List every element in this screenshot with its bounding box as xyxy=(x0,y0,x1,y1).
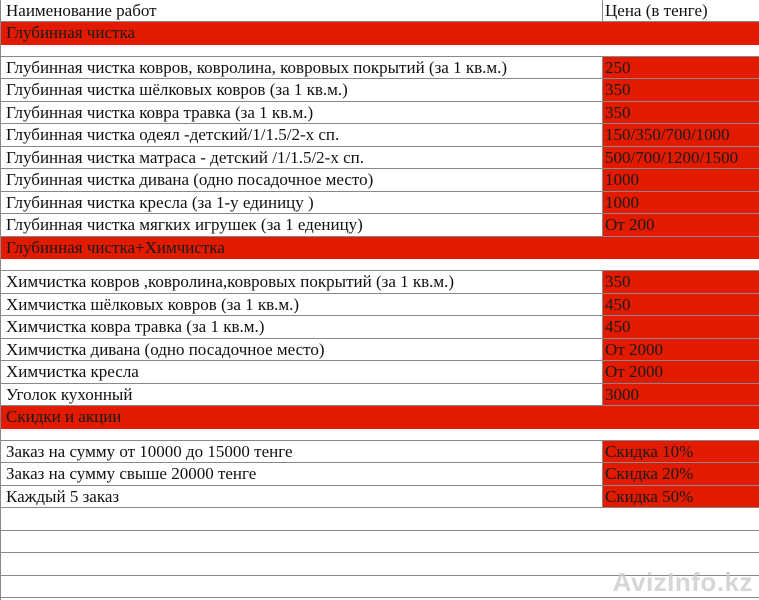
service-price-cell: 450 xyxy=(603,316,759,338)
empty-cell xyxy=(0,531,603,553)
service-price-cell: От 2000 xyxy=(603,361,759,383)
table-row xyxy=(0,463,759,486)
service-name-cell: Химчистка шёлковых ковров (за 1 кв.м.) xyxy=(0,294,603,316)
service-price-cell: 150/350/700/1000 xyxy=(603,124,759,146)
service-name-cell: Заказ на сумму свыше 20000 тенге xyxy=(0,463,603,485)
service-name-cell: Глубинная чистка одеял -детский/1/1.5/2-х сп. xyxy=(0,124,603,146)
table-row xyxy=(0,192,759,215)
table-row xyxy=(0,316,759,339)
service-name-cell: Глубинная чистка мягких игрушек (за 1 еденицу) xyxy=(0,214,603,236)
table-row xyxy=(0,169,759,192)
table-row xyxy=(0,102,759,125)
service-price-cell: От 200 xyxy=(603,214,759,236)
empty-row xyxy=(0,531,759,554)
empty-row xyxy=(0,508,759,531)
service-price-cell: 350 xyxy=(603,79,759,101)
section-title-row xyxy=(0,237,759,260)
table-row xyxy=(0,79,759,102)
table-row xyxy=(0,486,759,509)
service-name-cell: Химчистка дивана (одно посадочное место) xyxy=(0,339,603,361)
header-name-cell: Наименование работ xyxy=(0,0,603,21)
service-name-cell: Глубинная чистка дивана (одно посадочное место) xyxy=(0,169,603,191)
table-row xyxy=(0,361,759,384)
service-price-cell: 1000 xyxy=(603,169,759,191)
section-title-row xyxy=(0,406,759,429)
service-name-cell: Уголок кухонный xyxy=(0,384,603,406)
section-title: Глубинная чистка+Химчистка xyxy=(6,237,225,257)
header-price-cell: Цена (в тенге) xyxy=(603,0,759,21)
watermark-logo: AvizInfo.kz xyxy=(612,567,753,597)
service-name-cell: Глубинная чистка шёлковых ковров (за 1 кв.м.) xyxy=(0,79,603,101)
service-price-cell: 250 xyxy=(603,57,759,79)
table-row xyxy=(0,271,759,294)
service-price-cell: 3000 xyxy=(603,384,759,406)
section-title: Скидки и акции xyxy=(6,407,122,426)
section-spacer-row xyxy=(0,45,759,57)
table-row xyxy=(0,294,759,317)
table-row xyxy=(0,441,759,464)
service-name-cell: Каждый 5 заказ xyxy=(0,486,603,508)
table-body xyxy=(0,22,759,598)
service-price-cell: 350 xyxy=(603,271,759,293)
table-left-border xyxy=(0,0,1,600)
table-row xyxy=(0,57,759,80)
table-header-row xyxy=(0,0,759,22)
service-name-cell: Химчистка ковра травка (за 1 кв.м.) xyxy=(0,316,603,338)
table-row xyxy=(0,124,759,147)
empty-cell xyxy=(0,553,603,575)
service-price-cell: 500/700/1200/1500 xyxy=(603,147,759,169)
table-row xyxy=(0,214,759,237)
section-spacer-row xyxy=(0,429,759,441)
service-name-cell: Глубинная чистка ковров, ковролина, ковровых покрытий (за 1 кв.м.) xyxy=(0,57,603,79)
service-name-cell: Глубинная чистка ковра травка (за 1 кв.м.) xyxy=(0,102,603,124)
service-name-cell: Глубинная чистка кресла (за 1-у единицу ) xyxy=(0,192,603,214)
service-price-cell: 1000 xyxy=(603,192,759,214)
service-price-cell: Скидка 50% xyxy=(603,486,759,508)
service-price-cell: 450 xyxy=(603,294,759,316)
service-price-cell: Скидка 20% xyxy=(603,463,759,485)
empty-cell xyxy=(0,508,603,530)
service-name-cell: Заказ на сумму от 10000 до 15000 тенге xyxy=(0,441,603,463)
section-title-row xyxy=(0,22,759,45)
service-price-cell: Скидка 10% xyxy=(603,441,759,463)
empty-cell xyxy=(0,576,603,598)
table-row xyxy=(0,147,759,170)
service-name-cell: Химчистка кресла xyxy=(0,361,603,383)
section-title: Глубинная чистка xyxy=(6,23,136,42)
service-price-cell: От 2000 xyxy=(603,339,759,361)
service-name-cell: Химчистка ковров ,ковролина,ковровых покрытий (за 1 кв.м.) xyxy=(0,271,603,293)
service-price-cell: 350 xyxy=(603,102,759,124)
table-row xyxy=(0,339,759,362)
service-name-cell: Глубинная чистка матраса - детский /1/1.5/2-х сп. xyxy=(0,147,603,169)
table-row xyxy=(0,384,759,407)
section-spacer-row xyxy=(0,259,759,271)
